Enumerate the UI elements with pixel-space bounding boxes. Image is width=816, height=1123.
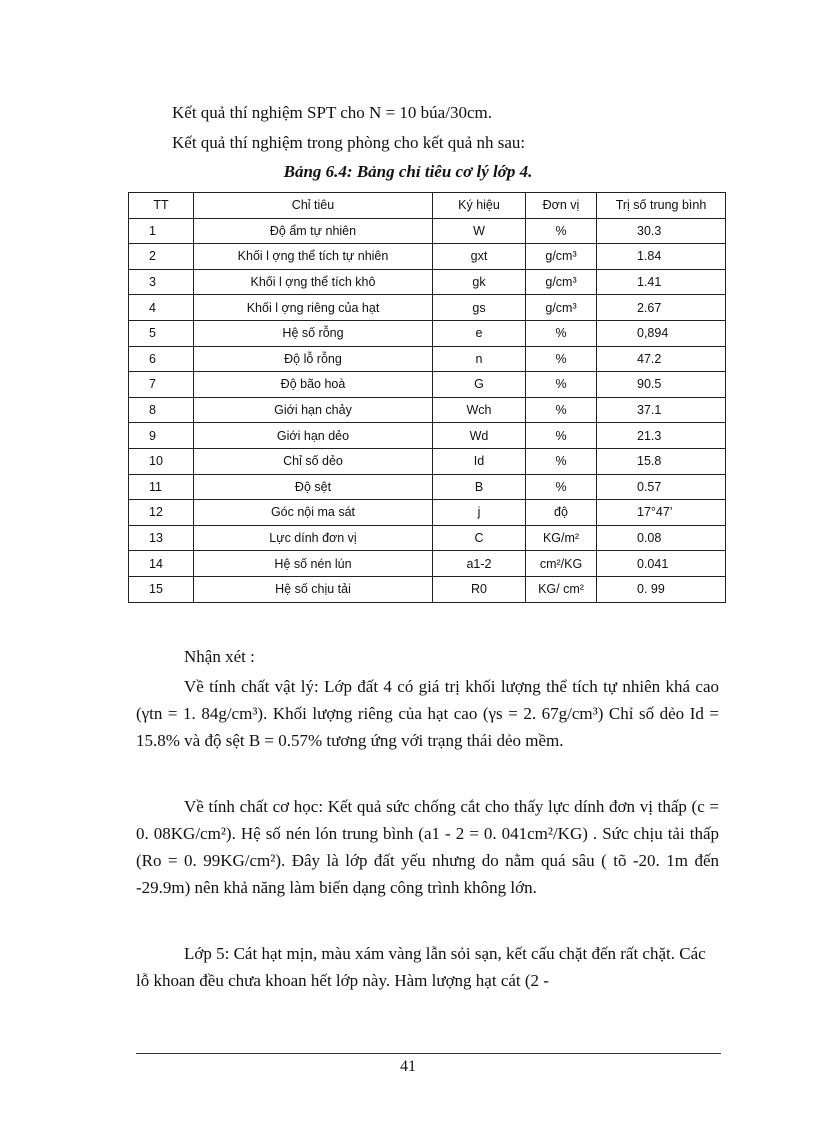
- cell-value: 15.8: [597, 448, 726, 474]
- cell-symbol: B: [433, 474, 526, 500]
- cell-symbol: G: [433, 372, 526, 398]
- cell-symbol: W: [433, 218, 526, 244]
- table-row: [129, 320, 726, 346]
- lab-result-line: Kết quả thí nghiệm trong phòng cho kết quả nh sau:: [172, 133, 526, 152]
- cell-value: 17°47’: [597, 500, 726, 526]
- cell-value: 47.2: [597, 346, 726, 372]
- table-row: [129, 525, 726, 551]
- cell-symbol: a1-2: [433, 551, 526, 577]
- cell-symbol: e: [433, 320, 526, 346]
- cell-value: 0,894: [597, 320, 726, 346]
- page-number: 41: [400, 1058, 416, 1075]
- cell-value: 1.41: [597, 269, 726, 295]
- cell-tt: 15: [129, 576, 194, 602]
- soil-properties-table: [128, 192, 726, 603]
- table-row: [129, 448, 726, 474]
- cell-value: 0.57: [597, 474, 726, 500]
- remarks-title: Nhận xét :: [184, 647, 255, 666]
- table-row: [129, 295, 726, 321]
- cell-name: Độ lỗ rỗng: [194, 346, 433, 372]
- cell-value: 0.08: [597, 525, 726, 551]
- cell-tt: 11: [129, 474, 194, 500]
- cell-unit: %: [526, 372, 597, 398]
- cell-unit: %: [526, 218, 597, 244]
- cell-name: Hệ số nén lún: [194, 551, 433, 577]
- table-row: [129, 269, 726, 295]
- cell-unit: cm²/KG: [526, 551, 597, 577]
- cell-unit: g/cm³: [526, 269, 597, 295]
- cell-tt: 10: [129, 448, 194, 474]
- remarks-physical-paragraph: [136, 673, 719, 754]
- cell-tt: 3: [129, 269, 194, 295]
- table-row: [129, 397, 726, 423]
- cell-tt: 12: [129, 500, 194, 526]
- cell-tt: 4: [129, 295, 194, 321]
- cell-tt: 7: [129, 372, 194, 398]
- spt-result-line: Kết quả thí nghiệm SPT cho N = 10 búa/30cm.: [172, 103, 492, 122]
- remarks-mechanical-paragraph: [136, 793, 719, 901]
- cell-name: Giới hạn dẻo: [194, 423, 433, 449]
- cell-tt: 14: [129, 551, 194, 577]
- cell-unit: KG/m²: [526, 525, 597, 551]
- header-name: Chỉ tiêu: [194, 193, 433, 219]
- cell-name: Hệ số chịu tải: [194, 576, 433, 602]
- header-unit: Đơn vị: [526, 193, 597, 219]
- cell-symbol: gs: [433, 295, 526, 321]
- cell-value: 0.041: [597, 551, 726, 577]
- table-row: [129, 576, 726, 602]
- table-caption: Bảng 6.4: Bảng chỉ tiêu cơ lý lớp 4.: [283, 162, 533, 181]
- layer5-paragraph: [136, 940, 719, 994]
- remarks-physical-text: Về tính chất vật lý: Lớp đất 4 có giá trị khối lượng thể tích tự nhiên khá cao (γtn = 1. 84g/cm³). Khối lượng riêng của hạt cao (γs = 2. 67g/cm³) Chỉ số dẻo Id = 15.8% và độ sệt B = 0.57% tương ứng với trạng thái dẻo mềm.: [136, 677, 719, 750]
- cell-tt: 8: [129, 397, 194, 423]
- cell-tt: 6: [129, 346, 194, 372]
- table-row: [129, 474, 726, 500]
- cell-value: 37.1: [597, 397, 726, 423]
- cell-unit: KG/ cm²: [526, 576, 597, 602]
- cell-symbol: Id: [433, 448, 526, 474]
- cell-value: 21.3: [597, 423, 726, 449]
- cell-name: Độ bão hoà: [194, 372, 433, 398]
- cell-name: Độ sệt: [194, 474, 433, 500]
- cell-symbol: gk: [433, 269, 526, 295]
- cell-symbol: j: [433, 500, 526, 526]
- cell-name: Khối l ợng thể tích tự nhiên: [194, 244, 433, 270]
- cell-tt: 13: [129, 525, 194, 551]
- cell-value: 1.84: [597, 244, 726, 270]
- cell-unit: %: [526, 448, 597, 474]
- table-row: [129, 423, 726, 449]
- cell-symbol: gxt: [433, 244, 526, 270]
- cell-unit: %: [526, 397, 597, 423]
- table-row: [129, 244, 726, 270]
- table-header-row: [129, 193, 726, 219]
- cell-name: Chỉ số dẻo: [194, 448, 433, 474]
- cell-unit: g/cm³: [526, 295, 597, 321]
- header-value: Trị số trung bình: [597, 193, 726, 219]
- table-row: [129, 551, 726, 577]
- cell-tt: 5: [129, 320, 194, 346]
- header-symbol: Ký hiệu: [433, 193, 526, 219]
- layer5-text: Lớp 5: Cát hạt mịn, màu xám vàng lẫn sỏi sạn, kết cấu chặt đến rất chặt. Các lỗ khoan đều chưa khoan hết lớp này. Hàm lượng hạt cát (2 -: [136, 944, 706, 990]
- cell-name: Hệ số rỗng: [194, 320, 433, 346]
- cell-value: 90.5: [597, 372, 726, 398]
- cell-tt: 9: [129, 423, 194, 449]
- cell-unit: %: [526, 474, 597, 500]
- table-row: [129, 372, 726, 398]
- cell-value: 30.3: [597, 218, 726, 244]
- cell-unit: độ: [526, 500, 597, 526]
- footer-rule: [136, 1053, 721, 1054]
- cell-tt: 2: [129, 244, 194, 270]
- cell-symbol: C: [433, 525, 526, 551]
- table-row: [129, 346, 726, 372]
- cell-symbol: R0: [433, 576, 526, 602]
- cell-symbol: Wch: [433, 397, 526, 423]
- header-tt: TT: [129, 193, 194, 219]
- cell-name: Giới hạn chảy: [194, 397, 433, 423]
- cell-unit: %: [526, 423, 597, 449]
- cell-name: Khối l ợng riêng của hạt: [194, 295, 433, 321]
- cell-unit: g/cm³: [526, 244, 597, 270]
- cell-value: 2.67: [597, 295, 726, 321]
- table-row: [129, 500, 726, 526]
- cell-name: Khối l ợng thể tích khô: [194, 269, 433, 295]
- cell-name: Độ ẩm tự nhiên: [194, 218, 433, 244]
- cell-unit: %: [526, 346, 597, 372]
- cell-symbol: Wd: [433, 423, 526, 449]
- cell-name: Lực dính đơn vị: [194, 525, 433, 551]
- table-row: [129, 218, 726, 244]
- cell-symbol: n: [433, 346, 526, 372]
- cell-name: Góc nội ma sát: [194, 500, 433, 526]
- cell-value: 0. 99: [597, 576, 726, 602]
- cell-unit: %: [526, 320, 597, 346]
- remarks-mechanical-text: Về tính chất cơ học: Kết quả sức chống cắt cho thấy lực dính đơn vị thấp (c = 0. 08KG/cm²). Hệ số nén lón trung bình (a1 - 2 = 0. 041cm²/KG) . Sức chịu tải thấp (Ro = 0. 99KG/cm²). Đây là lớp đất yếu nhưng do nằm quá sâu ( tõ -20. 1m đến -29.9m) nên khả năng làm biến dạng công trình không lớn.: [136, 797, 719, 897]
- cell-tt: 1: [129, 218, 194, 244]
